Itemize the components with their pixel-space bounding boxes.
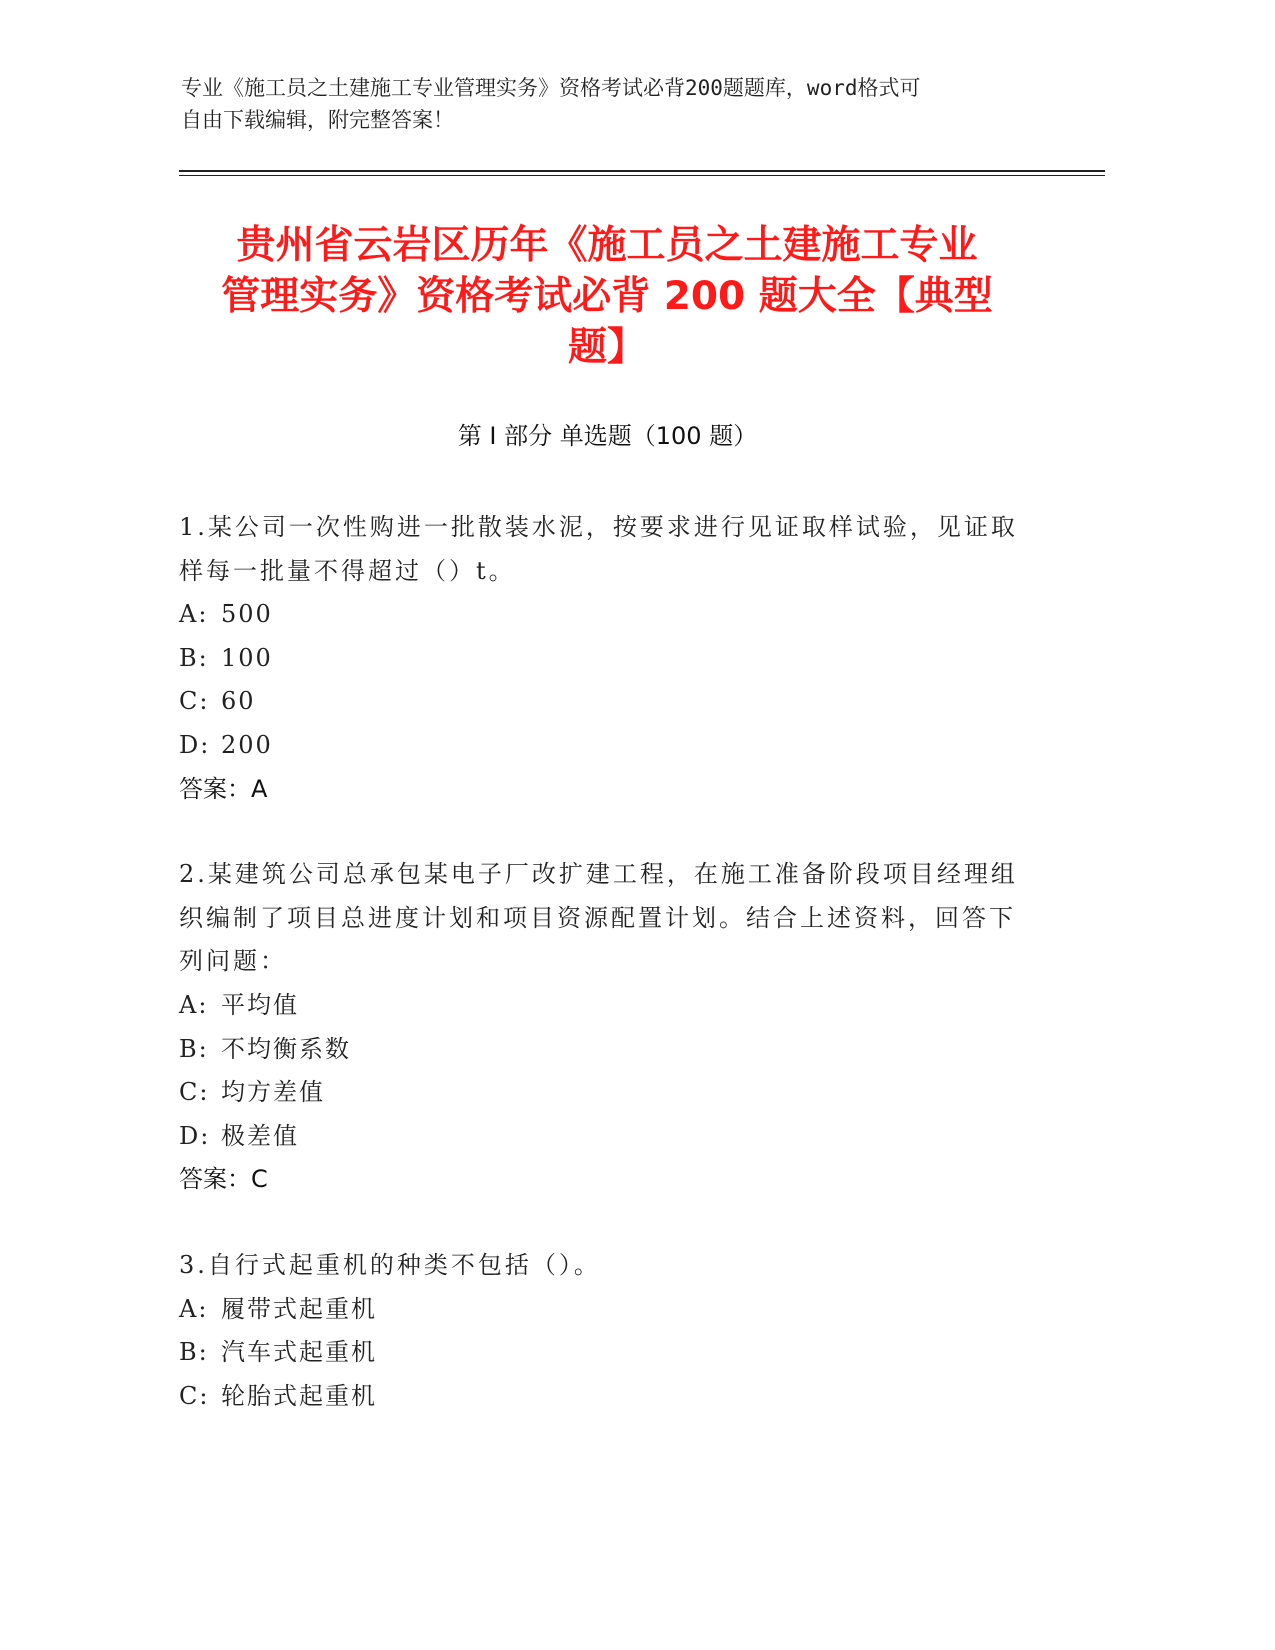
answer-label: 答案： xyxy=(179,774,251,803)
question-item xyxy=(179,853,1029,1202)
question-stem: 3.自行式起重机的种类不包括（）。 xyxy=(179,1250,601,1279)
question-option xyxy=(179,593,1029,637)
document-title-line: 贵州省云岩区历年《施工员之土建施工专业 xyxy=(236,223,978,268)
option-text: 极差值 xyxy=(221,1121,299,1150)
question-option xyxy=(179,1071,1029,1115)
header-note-line: 自由下载编辑，附完整答案！ xyxy=(181,108,454,132)
option-text: 汽车式起重机 xyxy=(221,1338,377,1367)
question-option xyxy=(179,1115,1029,1159)
header-note-line: 专业《施工员之土建施工专业管理实务》资格考试必背200题题库，word格式可 xyxy=(181,76,921,100)
document-title-line: 管理实务》资格考试必背 200 题大全【典型 xyxy=(221,274,993,319)
question-item xyxy=(179,506,1029,811)
option-letter: A: xyxy=(179,1294,209,1323)
question-item xyxy=(179,1244,1029,1418)
question-option xyxy=(179,680,1029,724)
question-list xyxy=(179,506,1029,1460)
option-text: 100 xyxy=(221,643,273,672)
option-letter: C: xyxy=(179,1381,210,1410)
question-answer xyxy=(179,768,1029,812)
option-text: 不均衡系数 xyxy=(221,1034,351,1063)
question-option xyxy=(179,637,1029,681)
option-letter: A: xyxy=(179,990,209,1019)
header-divider xyxy=(179,170,1105,172)
option-text: 200 xyxy=(221,730,273,759)
option-text: 履带式起重机 xyxy=(221,1294,377,1323)
question-stem: 1.某公司一次性购进一批散装水泥，按要求进行见证取样试验，见证取样每一批量不得超过（）t。 xyxy=(179,513,1018,585)
question-option xyxy=(179,724,1029,768)
question-option xyxy=(179,1028,1029,1072)
option-letter: D: xyxy=(179,730,211,759)
answer-label: 答案： xyxy=(179,1165,251,1194)
document-title xyxy=(178,220,1036,373)
option-text: 60 xyxy=(221,687,256,716)
section-heading: 第 I 部分 单选题（100 题） xyxy=(457,422,758,450)
option-text: 500 xyxy=(221,600,273,629)
header-divider xyxy=(179,175,1105,176)
option-letter: B: xyxy=(179,1338,209,1367)
option-text: 轮胎式起重机 xyxy=(221,1381,377,1410)
option-letter: B: xyxy=(179,643,209,672)
option-letter: A: xyxy=(179,600,209,629)
question-option xyxy=(179,1288,1029,1332)
question-option xyxy=(179,1375,1029,1419)
question-stem: 2.某建筑公司总承包某电子厂改扩建工程，在施工准备阶段项目经理组织编制了项目总进度计划和项目资源配置计划。结合上述资料，回答下列问题： xyxy=(179,860,1018,976)
answer-value: A xyxy=(251,774,268,803)
option-letter: D: xyxy=(179,1121,211,1150)
question-option xyxy=(179,984,1029,1028)
option-letter: B: xyxy=(179,1034,209,1063)
header-note xyxy=(181,72,1041,136)
answer-value: C xyxy=(251,1165,268,1194)
question-answer xyxy=(179,1158,1029,1202)
document-title-line: 题】 xyxy=(567,325,646,370)
option-letter: C: xyxy=(179,1078,210,1107)
option-text: 平均值 xyxy=(221,990,299,1019)
option-letter: C: xyxy=(179,687,210,716)
question-option xyxy=(179,1331,1029,1375)
option-text: 均方差值 xyxy=(221,1078,325,1107)
